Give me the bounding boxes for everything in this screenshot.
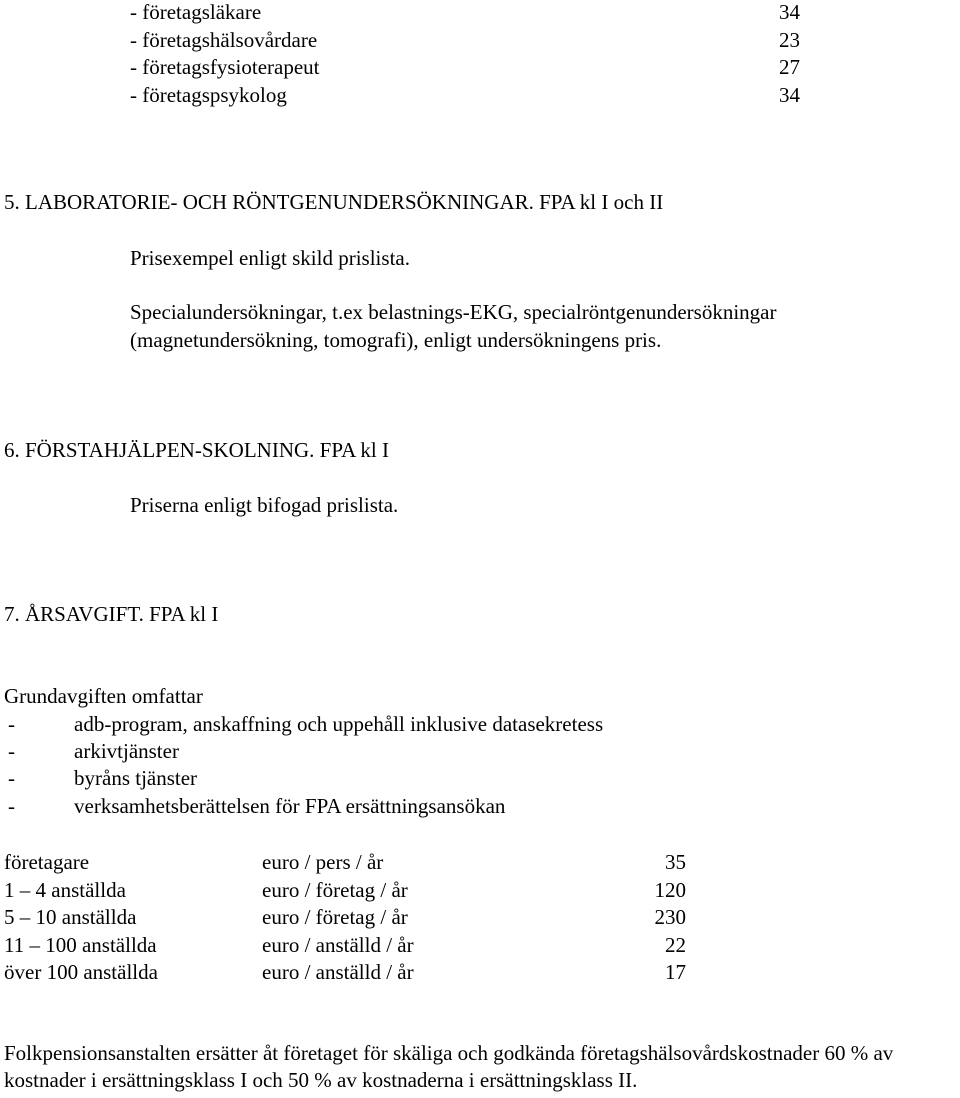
- list-item: verksamhetsberättelsen för FPA ersättningsansökan: [74, 794, 506, 818]
- list-item-value: 34: [779, 0, 800, 24]
- fee-price: 22: [665, 933, 686, 957]
- section-heading: 6. FÖRSTAHJÄLPEN-SKOLNING. FPA kl I: [4, 438, 389, 462]
- bullet-dash: -: [8, 766, 15, 790]
- bullet-dash: -: [8, 739, 15, 763]
- list-item-value: 27: [779, 55, 800, 79]
- section-text: Prisexempel enligt skild prislista.: [130, 246, 410, 270]
- bullet-dash: -: [8, 712, 15, 736]
- fee-unit: euro / anställd / år: [262, 933, 414, 957]
- fee-price: 35: [665, 850, 686, 874]
- section-heading: 7. ÅRSAVGIFT. FPA kl I: [4, 602, 219, 626]
- section-text: Priserna enligt bifogad prislista.: [130, 493, 399, 517]
- fee-price: 17: [665, 960, 686, 984]
- fee-unit: euro / pers / år: [262, 850, 384, 874]
- section-intro: Grundavgiften omfattar: [4, 684, 203, 708]
- list-item: arkivtjänster: [74, 739, 179, 763]
- list-item-label: - företagshälsovårdare: [130, 28, 318, 52]
- list-item: byråns tjänster: [74, 766, 198, 790]
- fee-price: 120: [654, 878, 686, 902]
- list-item: adb-program, anskaffning och uppehåll inklusive datasekretess: [74, 712, 604, 736]
- fee-price: 230: [654, 905, 686, 929]
- fee-unit: euro / anställd / år: [262, 960, 414, 984]
- bullet-dash: -: [8, 794, 15, 818]
- fee-category: över 100 anställda: [4, 960, 158, 984]
- list-item-value: 23: [779, 28, 800, 52]
- list-item-label: - företagsfysioterapeut: [130, 55, 320, 79]
- fee-category: 1 – 4 anställda: [4, 878, 126, 902]
- section-text: Specialundersökningar, t.ex belastnings-EKG, specialröntgenundersökningar: [130, 300, 777, 324]
- list-item-value: 34: [779, 83, 800, 107]
- section-text: (magnetundersökning, tomografi), enligt undersökningens pris.: [130, 328, 662, 352]
- section-heading: 5. LABORATORIE- OCH RÖNTGENUNDERSÖKNINGAR. FPA kl I och II: [4, 190, 664, 214]
- fee-unit: euro / företag / år: [262, 878, 408, 902]
- fee-category: 5 – 10 anställda: [4, 905, 137, 929]
- fee-category: 11 – 100 anställda: [4, 933, 157, 957]
- fee-unit: euro / företag / år: [262, 905, 408, 929]
- list-item-label: - företagsläkare: [130, 0, 262, 24]
- reimbursement-note: Folkpensionsanstalten ersätter åt företaget för skäliga och godkända företagshälsovårdskostnader 60 % av kostnader i ersättningsklass I och 50 % av kostnaderna i ersättningsklass II.: [4, 1041, 894, 1092]
- list-item-label: - företagspsykolog: [130, 83, 287, 107]
- fee-category: företagare: [4, 850, 90, 874]
